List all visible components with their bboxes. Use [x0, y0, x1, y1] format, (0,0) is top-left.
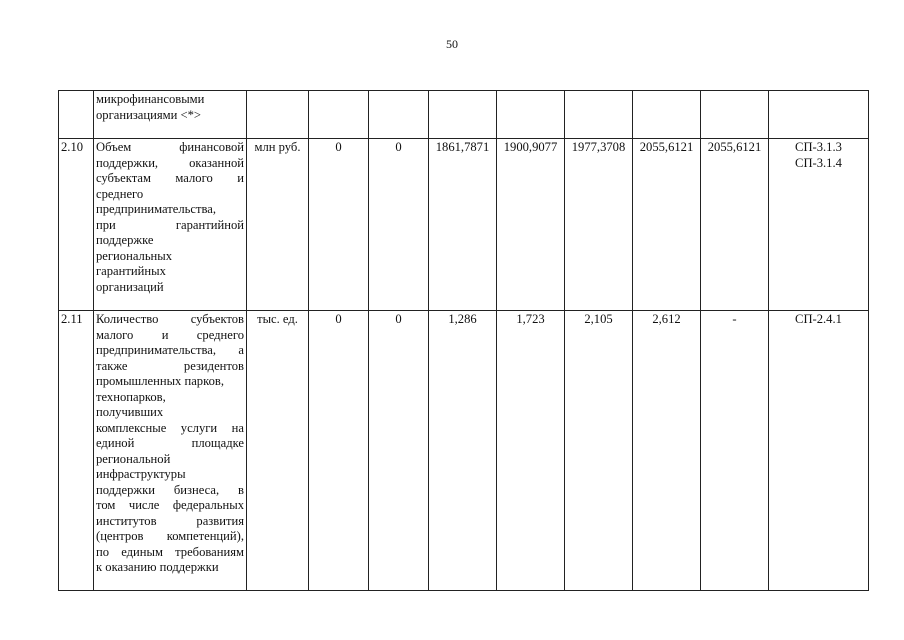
cell-unit: тыс. ед. — [247, 311, 309, 591]
description-line: также резидентов — [96, 358, 244, 373]
cell-value: - — [701, 311, 769, 591]
description-line: поддержке — [96, 233, 154, 247]
cell-value: 2,105 — [565, 311, 633, 591]
cell-value: 2055,6121 — [701, 139, 769, 311]
description-line: субъектам малого и — [96, 171, 244, 185]
cell-value — [497, 91, 565, 139]
table-row-2-10 — [59, 139, 869, 311]
cell-value — [309, 91, 369, 139]
cell-unit — [247, 91, 309, 139]
indicators-table — [58, 90, 869, 591]
cell-value: 0 — [309, 311, 369, 591]
description-line: технопарков, — [96, 389, 166, 404]
table-row-2-11 — [59, 311, 869, 591]
cell-value — [565, 91, 633, 139]
description-line: организациями <*> — [96, 107, 202, 122]
description-line: Объем финансовой — [96, 140, 244, 154]
description-line: поддержки бизнеса, в — [96, 482, 244, 497]
cell-description — [94, 311, 247, 591]
ref-code: СП-2.4.1 — [795, 312, 842, 326]
description-line: получивших — [96, 405, 164, 419]
cell-ref — [769, 139, 869, 311]
cell-ref — [769, 91, 869, 139]
description-line: региональной — [96, 451, 171, 466]
cell-value: 1,286 — [429, 311, 497, 591]
cell-num — [59, 91, 94, 139]
cell-ref — [769, 311, 869, 591]
description-line: предпринимательства, — [96, 202, 217, 216]
cell-value: 0 — [369, 139, 429, 311]
cell-value: 0 — [309, 139, 369, 311]
description-line: комплексные услуги на — [96, 420, 244, 435]
cell-value: 1,723 — [497, 311, 565, 591]
cell-value — [701, 91, 769, 139]
description-line: институтов развития — [96, 513, 244, 528]
cell-description — [94, 139, 247, 311]
row-number: 2.11 — [59, 311, 94, 591]
description-line: среднего — [96, 186, 144, 201]
cell-value — [369, 91, 429, 139]
cell-value — [633, 91, 701, 139]
description-line: инфраструктуры — [96, 467, 186, 481]
description-line: микрофинансовыми — [96, 92, 205, 106]
description-line: к оказанию поддержки — [96, 560, 219, 574]
ref-code: СП-3.1.3 — [795, 140, 842, 154]
ref-code: СП-3.1.4 — [795, 155, 842, 170]
description-line: гарантийных — [96, 264, 166, 278]
page-number: 50 — [446, 37, 458, 51]
description-line: единой площадке — [96, 436, 244, 450]
description-line: Количество субъектов — [96, 312, 244, 326]
cell-value — [429, 91, 497, 139]
cell-value: 1861,7871 — [429, 139, 497, 311]
cell-value: 1977,3708 — [565, 139, 633, 311]
description-line: (центров компетенций), — [96, 529, 244, 543]
description-line: малого и среднего — [96, 327, 244, 342]
row-number: 2.10 — [59, 139, 94, 311]
description-line: том числе федеральных — [96, 498, 244, 512]
description-line: по единым требованиям — [96, 544, 244, 559]
table-row-continued — [59, 91, 869, 139]
cell-unit: млн руб. — [247, 139, 309, 311]
cell-value: 2055,6121 — [633, 139, 701, 311]
description-line: при гарантийной — [96, 217, 244, 232]
cell-value: 1900,9077 — [497, 139, 565, 311]
description-line: поддержки, оказанной — [96, 155, 244, 170]
cell-description — [94, 91, 247, 139]
description-line: региональных — [96, 248, 173, 263]
description-line: предпринимательства, а — [96, 343, 244, 357]
cell-value: 2,612 — [633, 311, 701, 591]
description-line: организаций — [96, 279, 164, 294]
description-line: промышленных парков, — [96, 374, 224, 388]
cell-value: 0 — [369, 311, 429, 591]
